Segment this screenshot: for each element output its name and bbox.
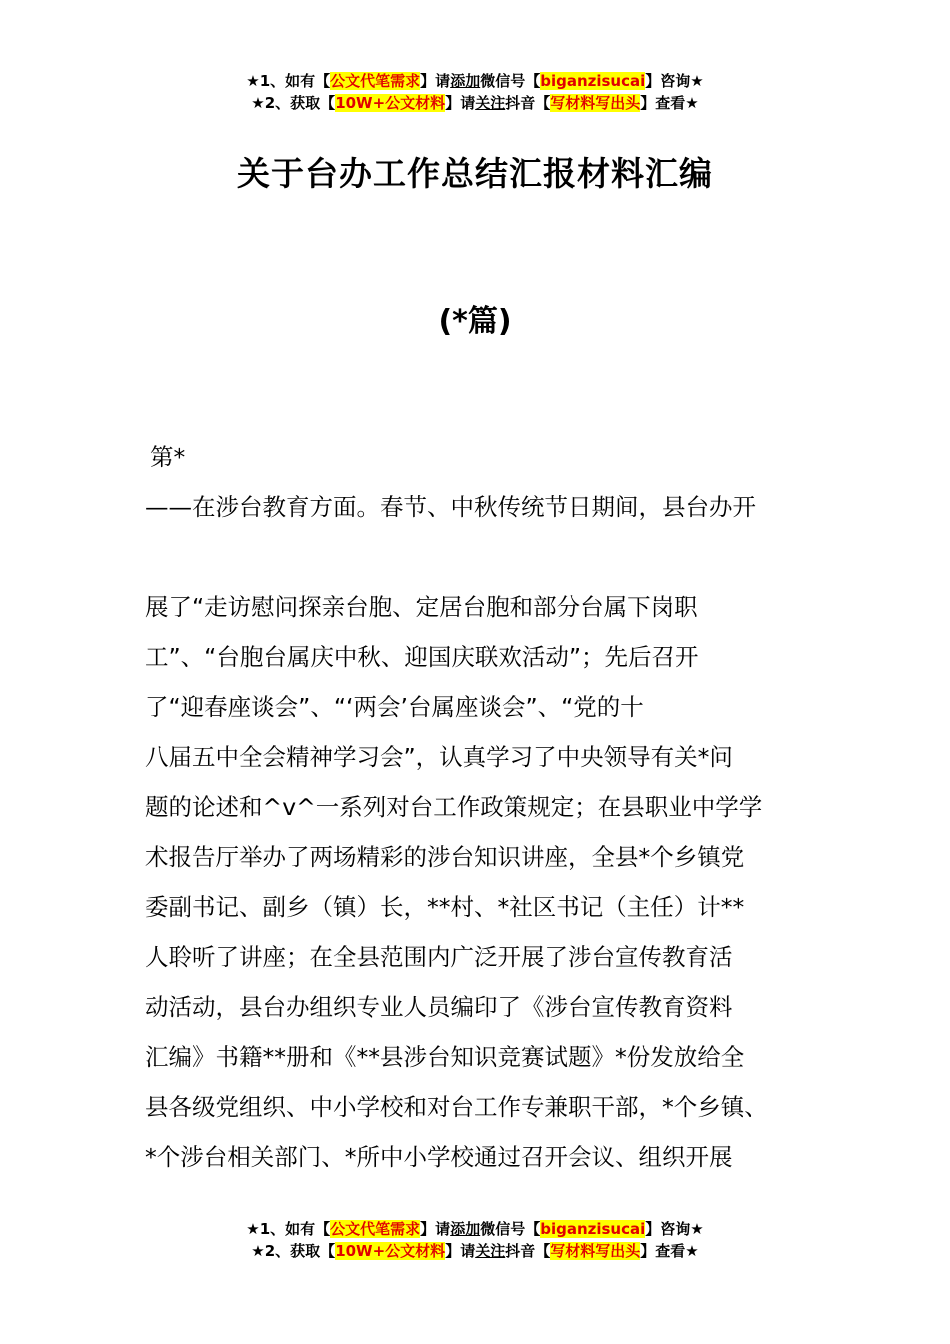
banner-line-1 (0, 1218, 950, 1240)
body-line: 八届五中全会精神学习会”，认真学习了中央领导有关*问 (145, 743, 733, 771)
body-line: 工”、“台胞台属庆中秋、迎国庆联欢活动”；先后召开 (145, 643, 699, 671)
banner-text: 】查看★ (640, 94, 699, 112)
banner-text: 微信号【 (480, 1220, 541, 1238)
banner-line-2 (0, 1240, 950, 1262)
banner-text: 】请 (420, 72, 451, 90)
body-line: 汇编》书籍**册和《**县涉台知识竞赛试题》*份发放给全 (145, 1043, 745, 1071)
banner-text: 抖音【 (505, 1242, 551, 1260)
banner-highlight: biganzisucai (540, 72, 646, 90)
banner-text: 微信号【 (480, 72, 541, 90)
body-line: 动活动，县台办组织专业人员编印了《涉台宣传教育资料 (145, 993, 733, 1021)
banner-highlight: 写材料写出头 (550, 1242, 641, 1260)
banner-highlight: 10W+公文材料 (335, 94, 446, 112)
footer-banner (0, 1218, 950, 1262)
banner-text: 】请 (420, 1220, 451, 1238)
body-line: 县各级党组织、中小学校和对台工作专兼职干部，*个乡镇、 (145, 1093, 768, 1121)
body-line: 人聆听了讲座；在全县范围内广泛开展了涉台宣传教育活 (145, 943, 733, 971)
body-line: 题的论述和^v^一系列对台工作政策规定；在县职业中学学 (145, 793, 763, 821)
banner-highlight: 公文代笔需求 (330, 72, 421, 90)
body-line: *个涉台相关部门、*所中小学校通过召开会议、组织开展 (145, 1143, 733, 1171)
body-line: ——在涉台教育方面。春节、中秋传统节日期间，县台办开 (145, 493, 756, 521)
banner-text: 抖音【 (505, 94, 551, 112)
banner-text: ★2、获取【 (251, 1242, 336, 1260)
banner-text: 】查看★ (640, 1242, 699, 1260)
banner-text: ★1、如有【 (246, 1220, 331, 1238)
header-banner (0, 70, 950, 114)
body-line: 术报告厅举办了两场精彩的涉台知识讲座，全县*个乡镇党 (145, 843, 745, 871)
banner-text: ★1、如有【 (246, 72, 331, 90)
banner-text: 】请 (445, 94, 476, 112)
banner-text: 】咨询★ (645, 1220, 704, 1238)
document-title: 关于台办工作总结汇报材料汇编 (237, 154, 713, 193)
section-label: 第* (150, 443, 186, 471)
body-line: 展了“走访慰问探亲台胞、定居台胞和部分台属下岗职 (145, 593, 698, 621)
document-subtitle: (*篇) (438, 304, 512, 339)
banner-underline: 关注 (475, 94, 506, 112)
banner-text: ★2、获取【 (251, 94, 336, 112)
banner-underline: 关注 (475, 1242, 506, 1260)
banner-highlight: 10W+公文材料 (335, 1242, 446, 1260)
banner-underline: 添加 (450, 72, 481, 90)
body-line: 了“迎春座谈会”、“‘两会’台属座谈会”、“党的十 (145, 693, 644, 721)
banner-highlight: biganzisucai (540, 1220, 646, 1238)
banner-text: 】请 (445, 1242, 476, 1260)
banner-underline: 添加 (450, 1220, 481, 1238)
banner-highlight: 写材料写出头 (550, 94, 641, 112)
banner-text: 】咨询★ (645, 72, 704, 90)
banner-highlight: 公文代笔需求 (330, 1220, 421, 1238)
body-line: 委副书记、副乡（镇）长，**村、*社区书记（主任）计** (145, 893, 745, 921)
banner-line-2 (0, 92, 950, 114)
banner-line-1 (0, 70, 950, 92)
